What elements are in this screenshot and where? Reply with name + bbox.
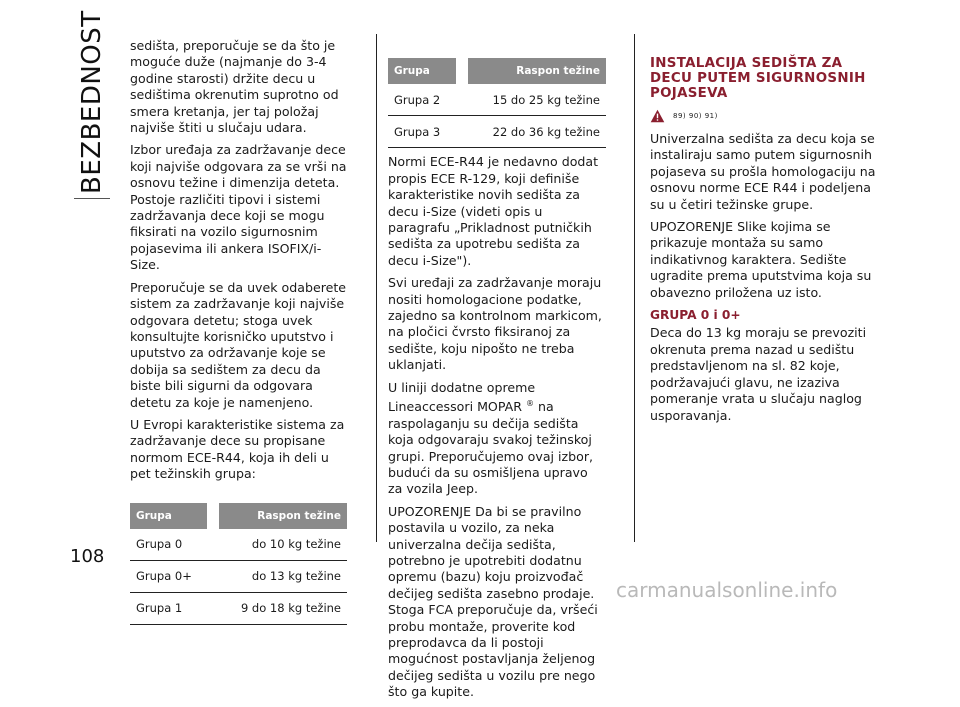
table-cell-range: 9 do 18 kg težine bbox=[219, 592, 347, 624]
paragraph: Izbor uređaja za zadržavanje dece koji najviše odgovara za se vrši na osnovu težine i dimenzija deteta. Postoje različiti tipovi i sistemi zadržavanja dece koji se mogu fiksirati na vozilo sigurnosnim pojasevima ili ankera ISOFIX/i-Size. bbox=[130, 142, 347, 273]
warning-references bbox=[650, 107, 882, 125]
watermark: carmanualsonline.info bbox=[616, 578, 838, 602]
warning-paragraph: UPOZORENJE Slike kojima se prikazuje montaža su samo indikativnog karaktera. Sedište ugradite prema uputstvima koja su obavezno priložena uz isto. bbox=[650, 219, 872, 300]
section-title-text: BEZBEDNOST bbox=[77, 10, 107, 194]
side-title-rule bbox=[74, 198, 110, 199]
section-heading bbox=[650, 56, 882, 101]
table-row bbox=[130, 560, 347, 592]
table-cell-group: Grupa 1 bbox=[130, 592, 207, 624]
table-header-group: Grupa bbox=[388, 58, 456, 84]
paragraph: Univerzalna sedišta za decu koja se instaliraju samo putem sigurnosnih pojaseva su prošla homologaciju na osnovu norme ECE R44 i podeljena su u četiri težinske grupe. bbox=[650, 131, 876, 212]
paragraph: Deca do 13 kg moraju se prevoziti okrenuta prema nazad u sedištu predstavljenom na sl. 82 koje, podržavajući glavu, ne izaziva pomeranje vrata u slučaju naglog usporavanja. bbox=[650, 325, 867, 423]
warning-paragraph: UPOZORENJE Da bi se pravilno postavila u vozilo, za neka univerzalna dečija sedišta, potrebno je upotrebiti dodatnu opremu (bazu) koju proizvođač dečijeg sedišta zasebno prodaje. Stoga FCA preporučuje da, vršeći probu montaže, proverite kod preprodavca da li postoji mogućnost postavljanja željenog dečijeg sedišta u vozilu pre nego što ga kupite. bbox=[388, 503, 598, 700]
paragraph: sedišta, preporučuje se da što je moguće duže (najmanje do 3-4 godine starosti) držite decu u sedištima okrenutim suprotno od smera kretanja, jer taj položaj najviše štiti u slučaju udara. bbox=[130, 38, 339, 136]
table-cell-group: Grupa 0 bbox=[130, 529, 207, 561]
warning-triangle-icon bbox=[650, 109, 665, 123]
table-row bbox=[388, 116, 606, 148]
column-3 bbox=[650, 56, 882, 430]
weight-group-table bbox=[130, 503, 347, 625]
weight-group-table bbox=[388, 58, 606, 148]
table-row bbox=[388, 84, 606, 116]
paragraph: Preporučuje se da uvek odaberete sistem za zadržavanje koji najviše odgovara detetu; stoga uvek konsultujte korisničko uputstvo i uputstvo za održavanje koje se dobija sa sedištem za decu da biste bili sigurni da odgovara detetu za koje je namenjeno. bbox=[130, 279, 347, 410]
paragraph: Normi ECE-R44 je nedavno dodat propis ECE R-129, koji definiše karakteristike novih sedišta za decu i-Size (videti opis u paragrafu „Prikladnost putničkih sedišta za upotrebu sedišta za decu i-Size"). bbox=[388, 154, 599, 268]
table-cell-group: Grupa 2 bbox=[388, 84, 456, 116]
column-2 bbox=[388, 58, 606, 707]
registered-mark: ® bbox=[526, 399, 535, 409]
heading-line: DECU PUTEM SIGURNOSNIH bbox=[650, 71, 866, 86]
table-cell-range: 15 do 25 kg težine bbox=[468, 84, 606, 116]
table-cell-range: do 13 kg težine bbox=[219, 560, 347, 592]
paragraph-text: U liniji dodatne opreme Lineaccessori MOPAR bbox=[388, 379, 536, 415]
section-side-title bbox=[74, 10, 110, 194]
table-header-range: Raspon težine bbox=[468, 58, 606, 84]
warning-reference-numbers: 89) 90) 91) bbox=[673, 111, 718, 120]
paragraph bbox=[388, 380, 606, 498]
table-cell-range: 22 do 36 kg težine bbox=[468, 116, 606, 148]
table-row bbox=[130, 529, 347, 561]
column-divider bbox=[376, 34, 377, 542]
heading-line: POJASEVA bbox=[650, 86, 728, 101]
table-row bbox=[130, 592, 347, 624]
column-divider bbox=[634, 34, 635, 542]
paragraph: U Evropi karakteristike sistema za zadržavanje dece su propisane normom ECE-R44, koja ih deli u pet težinskih grupa: bbox=[130, 416, 345, 482]
heading-line: INSTALACIJA SEDIŠTA ZA bbox=[650, 56, 843, 71]
table-header-range: Raspon težine bbox=[219, 503, 347, 529]
page-number: 108 bbox=[70, 546, 105, 567]
subheading: GRUPA 0 i 0+ bbox=[650, 308, 741, 323]
table-cell-group: Grupa 3 bbox=[388, 116, 456, 148]
table-header-group: Grupa bbox=[130, 503, 207, 529]
paragraph-text: na raspolaganju su dečija sedišta koja odgovaraju svakoj težinskoj grupi. Preporučujemo ovaj izbor, budući da su osmišljena upravo za vozila Jeep. bbox=[388, 399, 594, 497]
table-cell-group: Grupa 0+ bbox=[130, 560, 207, 592]
column-1 bbox=[130, 38, 347, 625]
table-cell-range: do 10 kg težine bbox=[219, 529, 347, 561]
paragraph: Svi uređaji za zadržavanje moraju nositi homologacione podatke, zajedno sa kontrolnom markicom, na pločici čvrsto fiksiranoj za sedište, koju nipošto ne treba uklanjati. bbox=[388, 275, 602, 373]
